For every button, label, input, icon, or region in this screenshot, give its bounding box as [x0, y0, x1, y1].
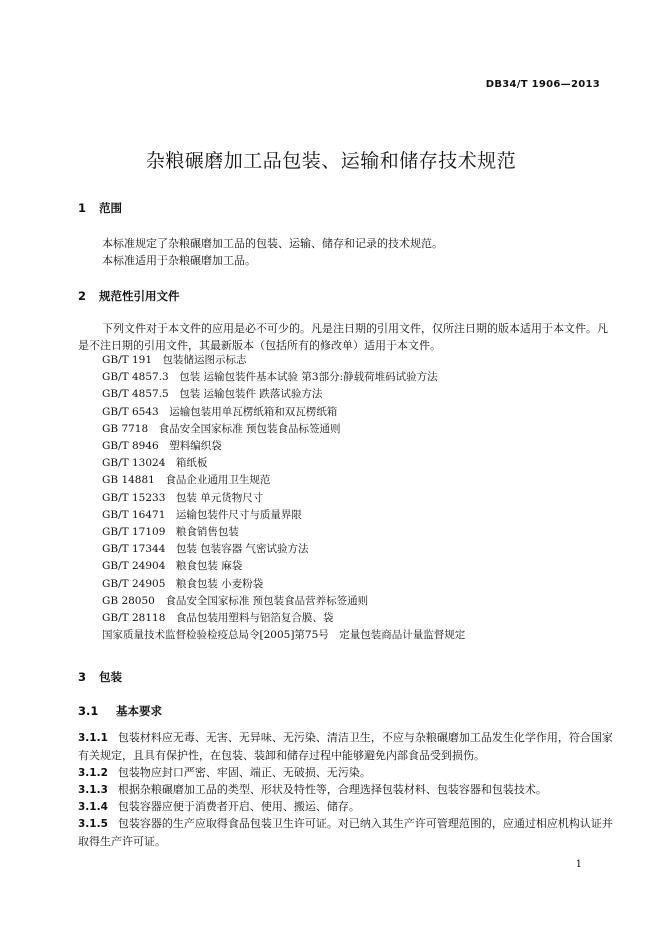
reference-list — [102, 352, 465, 644]
clause-3-1-3 — [78, 781, 613, 799]
document-title: 杂粮碾磨加工品包装、运输和储存技术规范 — [145, 150, 517, 172]
section-2-heading — [78, 288, 180, 304]
clause-text: 包装物应封口严密、牢固、端正、无破损、无污染。 — [117, 766, 371, 779]
paragraph: 本标准规定了杂粮碾磨加工品的包装、运输、储存和记录的技术规范。 — [102, 237, 443, 250]
reference-item: GB/T 6543 运输包装用单瓦楞纸箱和双瓦楞纸箱 — [102, 405, 338, 418]
reference-item: GB/T 13024 箱纸板 — [102, 457, 208, 470]
clause-number: 3.1.4 — [78, 801, 108, 813]
reference-item: GB/T 4857.5 包装 运输包装件 跌落试验方法 — [102, 388, 323, 401]
section-number: 2 — [78, 289, 87, 303]
clause-text: 包装容器应便于消费者开启、使用、搬运、储存。 — [117, 800, 360, 813]
page-number: 1 — [575, 859, 582, 870]
reference-item: GB/T 28118 食品包装用塑料与铝箔复合膜、袋 — [102, 612, 334, 625]
clause-text: 包装容器的生产应取得食品包装卫生许可证。对已纳入其生产许可管理范围的，应通过相应机构认证并取得生产许可证。 — [78, 817, 613, 848]
clause-number: 3.1.2 — [78, 767, 108, 779]
reference-item: GB/T 24904 粮食包装 麻袋 — [102, 560, 243, 573]
reference-item: GB/T 8946 塑料编织袋 — [102, 440, 222, 453]
subsection-number: 3.1 — [78, 704, 99, 718]
clause-3-1-1 — [78, 729, 613, 765]
reference-item: GB/T 15233 包装 单元货物尺寸 — [102, 491, 264, 504]
reference-item: GB 28050 食品安全国家标准 预包装食品营养标签通则 — [102, 594, 369, 607]
clause-3-1-4 — [78, 798, 613, 816]
clause-text: 包装材料应无毒、无害、无异味、无污染、清洁卫生，不应与杂粮碾磨加工品发生化学作用，符合国家有关规定，且具有保护性，在包装、装卸和储存过程中能够避免内部食品受到损伤。 — [78, 731, 613, 762]
section-number: 3 — [78, 670, 87, 684]
clause-number: 3.1.1 — [78, 732, 108, 744]
clause-number: 3.1.3 — [78, 784, 108, 796]
reference-item: GB/T 4857.3 包装 运输包装件基本试验 第3部分:静载荷堆码试验方法 — [102, 371, 438, 384]
standard-code: DB34/T 1906—2013 — [485, 79, 600, 90]
reference-item: 国家质量技术监督检验检疫总局令[2005]第75号 定量包装商品计量监督规定 — [102, 629, 466, 642]
reference-item: GB/T 17344 包装 包装容器 气密试验方法 — [102, 543, 309, 556]
subsection-title: 基本要求 — [116, 704, 163, 718]
section-title: 规范性引用文件 — [99, 289, 180, 303]
reference-item: GB 14881 食品企业通用卫生规范 — [102, 474, 271, 487]
section-title: 包装 — [99, 670, 123, 684]
reference-item: GB/T 24905 粮食包装 小麦粉袋 — [102, 577, 264, 590]
reference-item: GB/T 16471 运输包装件尺寸与质量界限 — [102, 508, 302, 521]
section-title: 范围 — [99, 201, 123, 215]
section-number: 1 — [78, 201, 87, 215]
clause-3-1-5 — [78, 815, 613, 851]
reference-item: GB 7718 食品安全国家标准 预包装食品标签通则 — [102, 422, 341, 435]
clause-text: 根据杂粮碾磨加工品的类型、形状及特性等，合理选择包装材料、包装容器和包装技术。 — [117, 783, 547, 796]
clause-3-1-2 — [78, 764, 613, 782]
reference-item: GB/T 191 包装储运图示标志 — [102, 354, 247, 366]
section-3-heading — [78, 669, 122, 685]
references-intro: 下列文件对于本文件的应用是必不可少的。凡是注日期的引用文件，仅所注日期的版本适用于本文件。凡是不注日期的引用文件，其最新版本（包括所有的修改单）适用于本文件。 — [78, 322, 608, 352]
section-1-heading — [78, 200, 122, 216]
clause-number: 3.1.5 — [78, 818, 108, 830]
subsection-3-1-heading — [78, 703, 162, 719]
paragraph: 本标准适用于杂粮碾磨加工品。 — [102, 254, 256, 267]
reference-item: GB/T 17109 粮食销售包装 — [102, 526, 239, 539]
